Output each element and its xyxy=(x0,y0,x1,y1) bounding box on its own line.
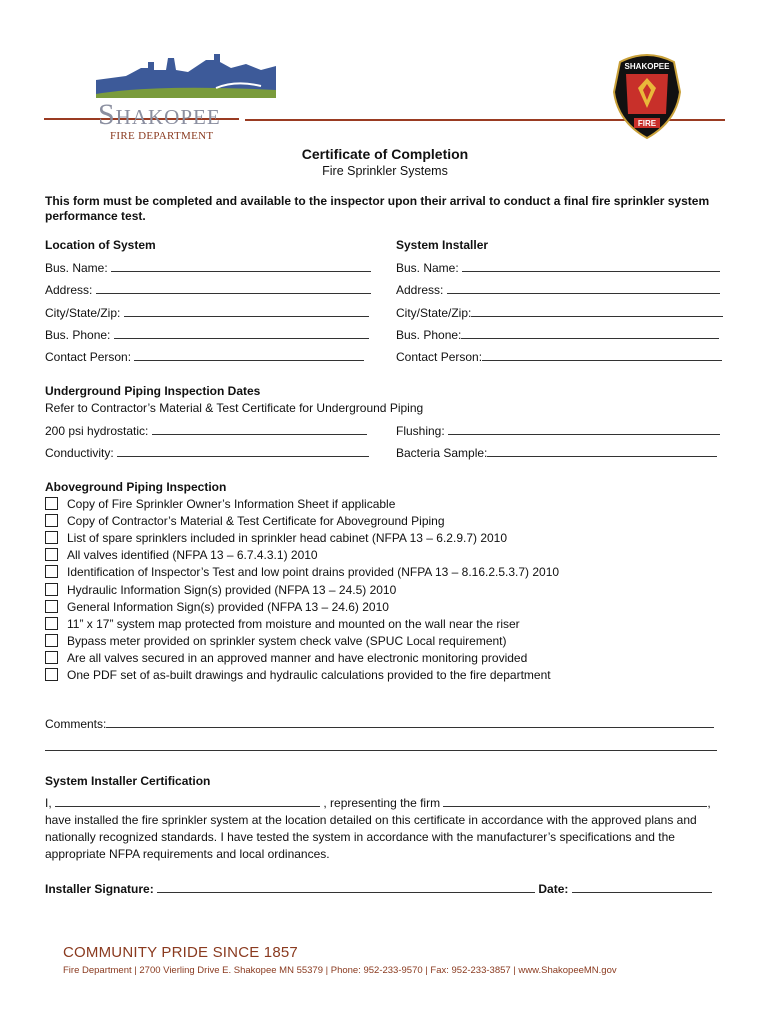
page-title: Certificate of Completion xyxy=(301,146,469,162)
location-city-label: City/State/Zip: xyxy=(45,306,121,320)
checklist-item xyxy=(45,497,395,511)
location-contact-label: Contact Person: xyxy=(45,350,132,364)
checklist-item-label: All valves identified (NFPA 13 – 6.7.4.3.1) 2010 xyxy=(67,548,318,563)
bacteria-field[interactable] xyxy=(487,446,717,457)
installer-heading: System Installer xyxy=(396,238,489,252)
location-contact-field[interactable] xyxy=(134,350,364,361)
signature-label: Installer Signature: xyxy=(45,882,154,896)
flushing-label: Flushing: xyxy=(396,424,445,438)
underground-heading: Underground Piping Inspection Dates xyxy=(45,384,261,398)
footer-address: Fire Department | 2700 Vierling Drive E. Shakopee MN 55379 | Phone: 952-233-9570 | Fax: 952-233-3857 | www.ShakopeeMN.gov xyxy=(63,965,617,976)
checklist-item xyxy=(45,548,318,562)
installer-address-field[interactable] xyxy=(447,283,720,294)
checklist-item xyxy=(45,583,396,597)
checklist-item-label: Copy of Fire Sprinkler Owner’s Information Sheet if applicable xyxy=(67,497,396,511)
checklist-item-label: Hydraulic Information Sign(s) provided (NFPA 13 – 24.5) 2010 xyxy=(67,582,397,597)
installer-bus-name-field[interactable] xyxy=(462,261,720,272)
checklist-item xyxy=(45,634,507,648)
comments-field[interactable] xyxy=(106,717,714,728)
checklist-item xyxy=(45,514,445,528)
checklist-item xyxy=(45,565,559,579)
badge-top-text: SHAKOPEE xyxy=(624,62,670,71)
checkbox[interactable] xyxy=(45,617,58,630)
skyline-icon xyxy=(96,50,276,98)
footer-pride: COMMUNITY PRIDE SINCE 1857 xyxy=(63,944,298,961)
installer-address-label: Address: xyxy=(396,283,444,297)
date-field[interactable] xyxy=(572,882,712,893)
checklist-item xyxy=(45,617,520,631)
checkbox[interactable] xyxy=(45,583,58,596)
checkbox[interactable] xyxy=(45,668,58,681)
cert-comma: , xyxy=(707,796,711,810)
checkbox[interactable] xyxy=(45,531,58,544)
location-address-label: Address: xyxy=(45,283,93,297)
checkbox[interactable] xyxy=(45,497,58,510)
checklist-item xyxy=(45,651,527,665)
hydrostatic-label: 200 psi hydrostatic: xyxy=(45,424,149,438)
certification-body: have installed the fire sprinkler system at the location detailed on this certificate in accordance with the approved plans and nationally recognized standards. I have tested the system in accordance with the manufacturer’s specifications and the appropriate NFPA requirements and local ordinances. xyxy=(45,813,697,861)
location-bus-name-label: Bus. Name: xyxy=(45,261,108,275)
date-label: Date: xyxy=(538,882,569,896)
location-city-field[interactable] xyxy=(124,306,369,317)
checkbox[interactable] xyxy=(45,634,58,647)
installer-city-label: City/State/Zip: xyxy=(396,306,472,320)
comments-label: Comments: xyxy=(45,717,107,731)
installer-phone-field[interactable] xyxy=(461,328,719,339)
checkbox[interactable] xyxy=(45,514,58,527)
conductivity-field[interactable] xyxy=(117,446,369,457)
checklist-item xyxy=(45,600,389,614)
checklist-item-label: One PDF set of as-built drawings and hydraulic calculations provided to the fire department xyxy=(67,668,551,682)
certification-heading: System Installer Certification xyxy=(45,774,211,788)
installer-bus-name-label: Bus. Name: xyxy=(396,261,459,275)
signature-field[interactable] xyxy=(157,882,535,893)
checklist-item-label: List of spare sprinklers included in sprinkler head cabinet (NFPA 13 – 6.2.9.7) 2010 xyxy=(67,531,508,546)
checklist-item xyxy=(45,531,507,545)
installer-phone-label: Bus. Phone: xyxy=(396,328,462,342)
comments-field-line-2[interactable] xyxy=(45,740,717,751)
bacteria-label: Bacteria Sample: xyxy=(396,446,488,460)
cert-installer-name-field[interactable] xyxy=(55,796,320,807)
location-heading: Location of System xyxy=(45,238,156,252)
installer-contact-label: Contact Person: xyxy=(396,350,483,364)
checklist-item-label: Copy of Contractor’s Material & Test Certificate for Aboveground Piping xyxy=(67,514,445,529)
logo-name: Shakopee xyxy=(98,98,221,131)
location-phone-field[interactable] xyxy=(114,328,369,339)
shakopee-logo xyxy=(44,50,239,145)
conductivity-label: Conductivity: xyxy=(45,446,114,460)
logo-subtitle: FIRE DEPARTMENT xyxy=(110,130,214,142)
checkbox[interactable] xyxy=(45,651,58,664)
cert-i-label: I, xyxy=(45,796,52,810)
underground-note: Refer to Contractor’s Material & Test Certificate for Underground Piping xyxy=(45,401,424,415)
page-subtitle: Fire Sprinkler Systems xyxy=(322,164,448,178)
installer-city-field[interactable] xyxy=(471,306,723,317)
cert-representing-text: , representing the firm xyxy=(323,796,441,810)
hydrostatic-field[interactable] xyxy=(152,424,367,435)
intro-text: This form must be completed and available to the inspector upon their arrival to conduct a final fire sprinkler system performance test. xyxy=(45,194,710,223)
fire-badge-icon xyxy=(610,52,684,140)
checkbox[interactable] xyxy=(45,548,58,561)
checklist-item-label: 11” x 17” system map protected from moisture and mounted on the wall near the riser xyxy=(67,616,520,631)
location-address-field[interactable] xyxy=(96,283,371,294)
cert-firm-field[interactable] xyxy=(443,796,707,807)
checkbox[interactable] xyxy=(45,565,58,578)
checklist-item-label: Are all valves secured in an approved manner and have electronic monitoring provided xyxy=(67,650,528,665)
location-phone-label: Bus. Phone: xyxy=(45,328,111,342)
checkbox[interactable] xyxy=(45,600,58,613)
badge-bottom-text: FIRE xyxy=(637,119,657,128)
aboveground-heading: Aboveground Piping Inspection xyxy=(45,480,227,494)
location-bus-name-field[interactable] xyxy=(111,261,371,272)
flushing-field[interactable] xyxy=(448,424,720,435)
checklist-item-label: Bypass meter provided on sprinkler system check valve (SPUC Local requirement) xyxy=(67,633,507,648)
checklist-item-label: Identification of Inspector’s Test and low point drains provided (NFPA 13 – 8.16.2.5.3.7) 2010 xyxy=(67,565,560,580)
installer-contact-field[interactable] xyxy=(482,350,722,361)
checklist-item-label: General Information Sign(s) provided (NFPA 13 – 24.6) 2010 xyxy=(67,599,389,614)
checklist-item xyxy=(45,668,551,682)
